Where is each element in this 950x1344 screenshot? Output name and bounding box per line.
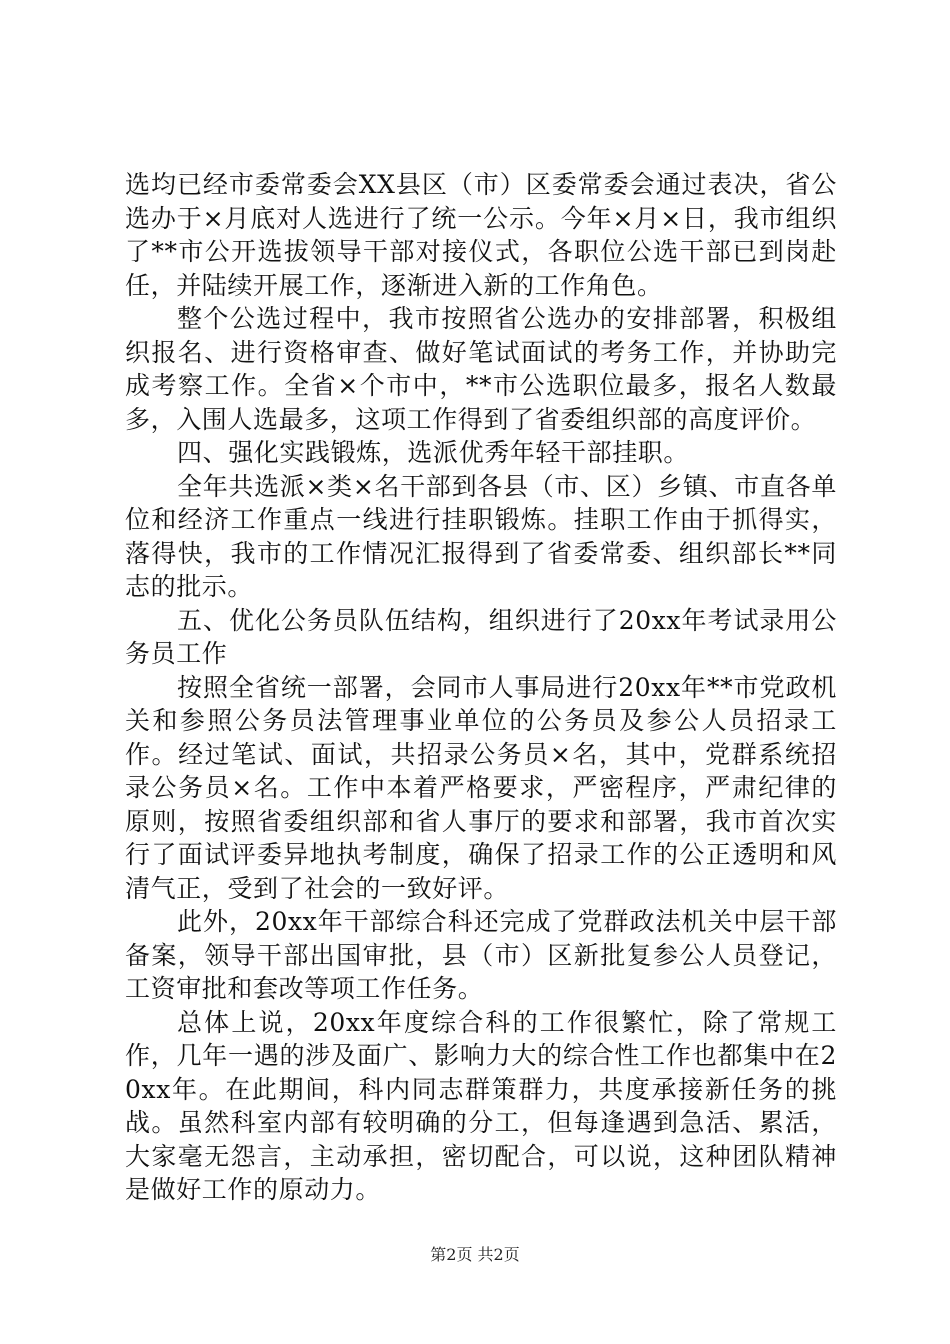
paragraph-2: 整个公选过程中，我市按照省公选办的安排部署，积极组织报名、进行资格审查、做好笔试面试的考务工作，并协助完成考察工作。全省×个市中，**市公选职位最多，报名人数最多，入围人选最多，这项工作得到了省委组织部的高度评价。	[125, 304, 837, 434]
paragraph-4: 按照全省统一部署，会同市人事局进行20xx年**市党政机关和参照公务员法管理事业单位的公务员及参公人员招录工作。经过笔试、面试，共招录公务员×名，其中，党群系统招录公务员×名。工作中本着严格要求，严密程序，严肃纪律的原则，按照省委组织部和省人事厅的要求和部署，我市首次实行了面试评委异地执考制度，确保了招录工作的公正透明和风清气正，受到了社会的一致好评。	[125, 672, 837, 903]
paragraph-3: 全年共选派×类×名干部到各县（市、区）乡镇、市直各单位和经济工作重点一线进行挂职锻炼。挂职工作由于抓得实，落得快，我市的工作情况汇报得到了省委常委、组织部长**同志的批示。	[125, 471, 837, 601]
section-heading-5: 五、优化公务员队伍结构，组织进行了20xx年考试录用公务员工作	[125, 605, 837, 668]
document-body	[125, 168, 837, 1207]
paragraph-1: 选均已经市委常委会XX县区（市）区委常委会通过表决，省公选办于×月底对人选进行了统一公示。今年×月×日，我市组织了**市公开选拔领导干部对接仪式，各职位公选干部已到岗赴任，并陆续开展工作，逐渐进入新的工作角色。	[125, 170, 837, 300]
page-number-footer: 第2页 共2页	[430, 1245, 520, 1264]
paragraph-5: 此外，20xx年干部综合科还完成了党群政法机关中层干部备案，领导干部出国审批，县（市）区新批复参公人员登记，工资审批和套改等项工作任务。	[125, 907, 837, 1003]
paragraph-6: 总体上说，20xx年度综合科的工作很繁忙，除了常规工作，几年一遇的涉及面广、影响力大的综合性工作也都集中在20xx年。在此期间，科内同志群策群力，共度承接新任务的挑战。虽然科室内部有较明确的分工，但每逢遇到急活、累活，大家毫无怨言，主动承担，密切配合，可以说，这种团队精神是做好工作的原动力。	[125, 1007, 837, 1204]
section-heading-4: 四、强化实践锻炼，选派优秀年轻干部挂职。	[177, 438, 690, 467]
